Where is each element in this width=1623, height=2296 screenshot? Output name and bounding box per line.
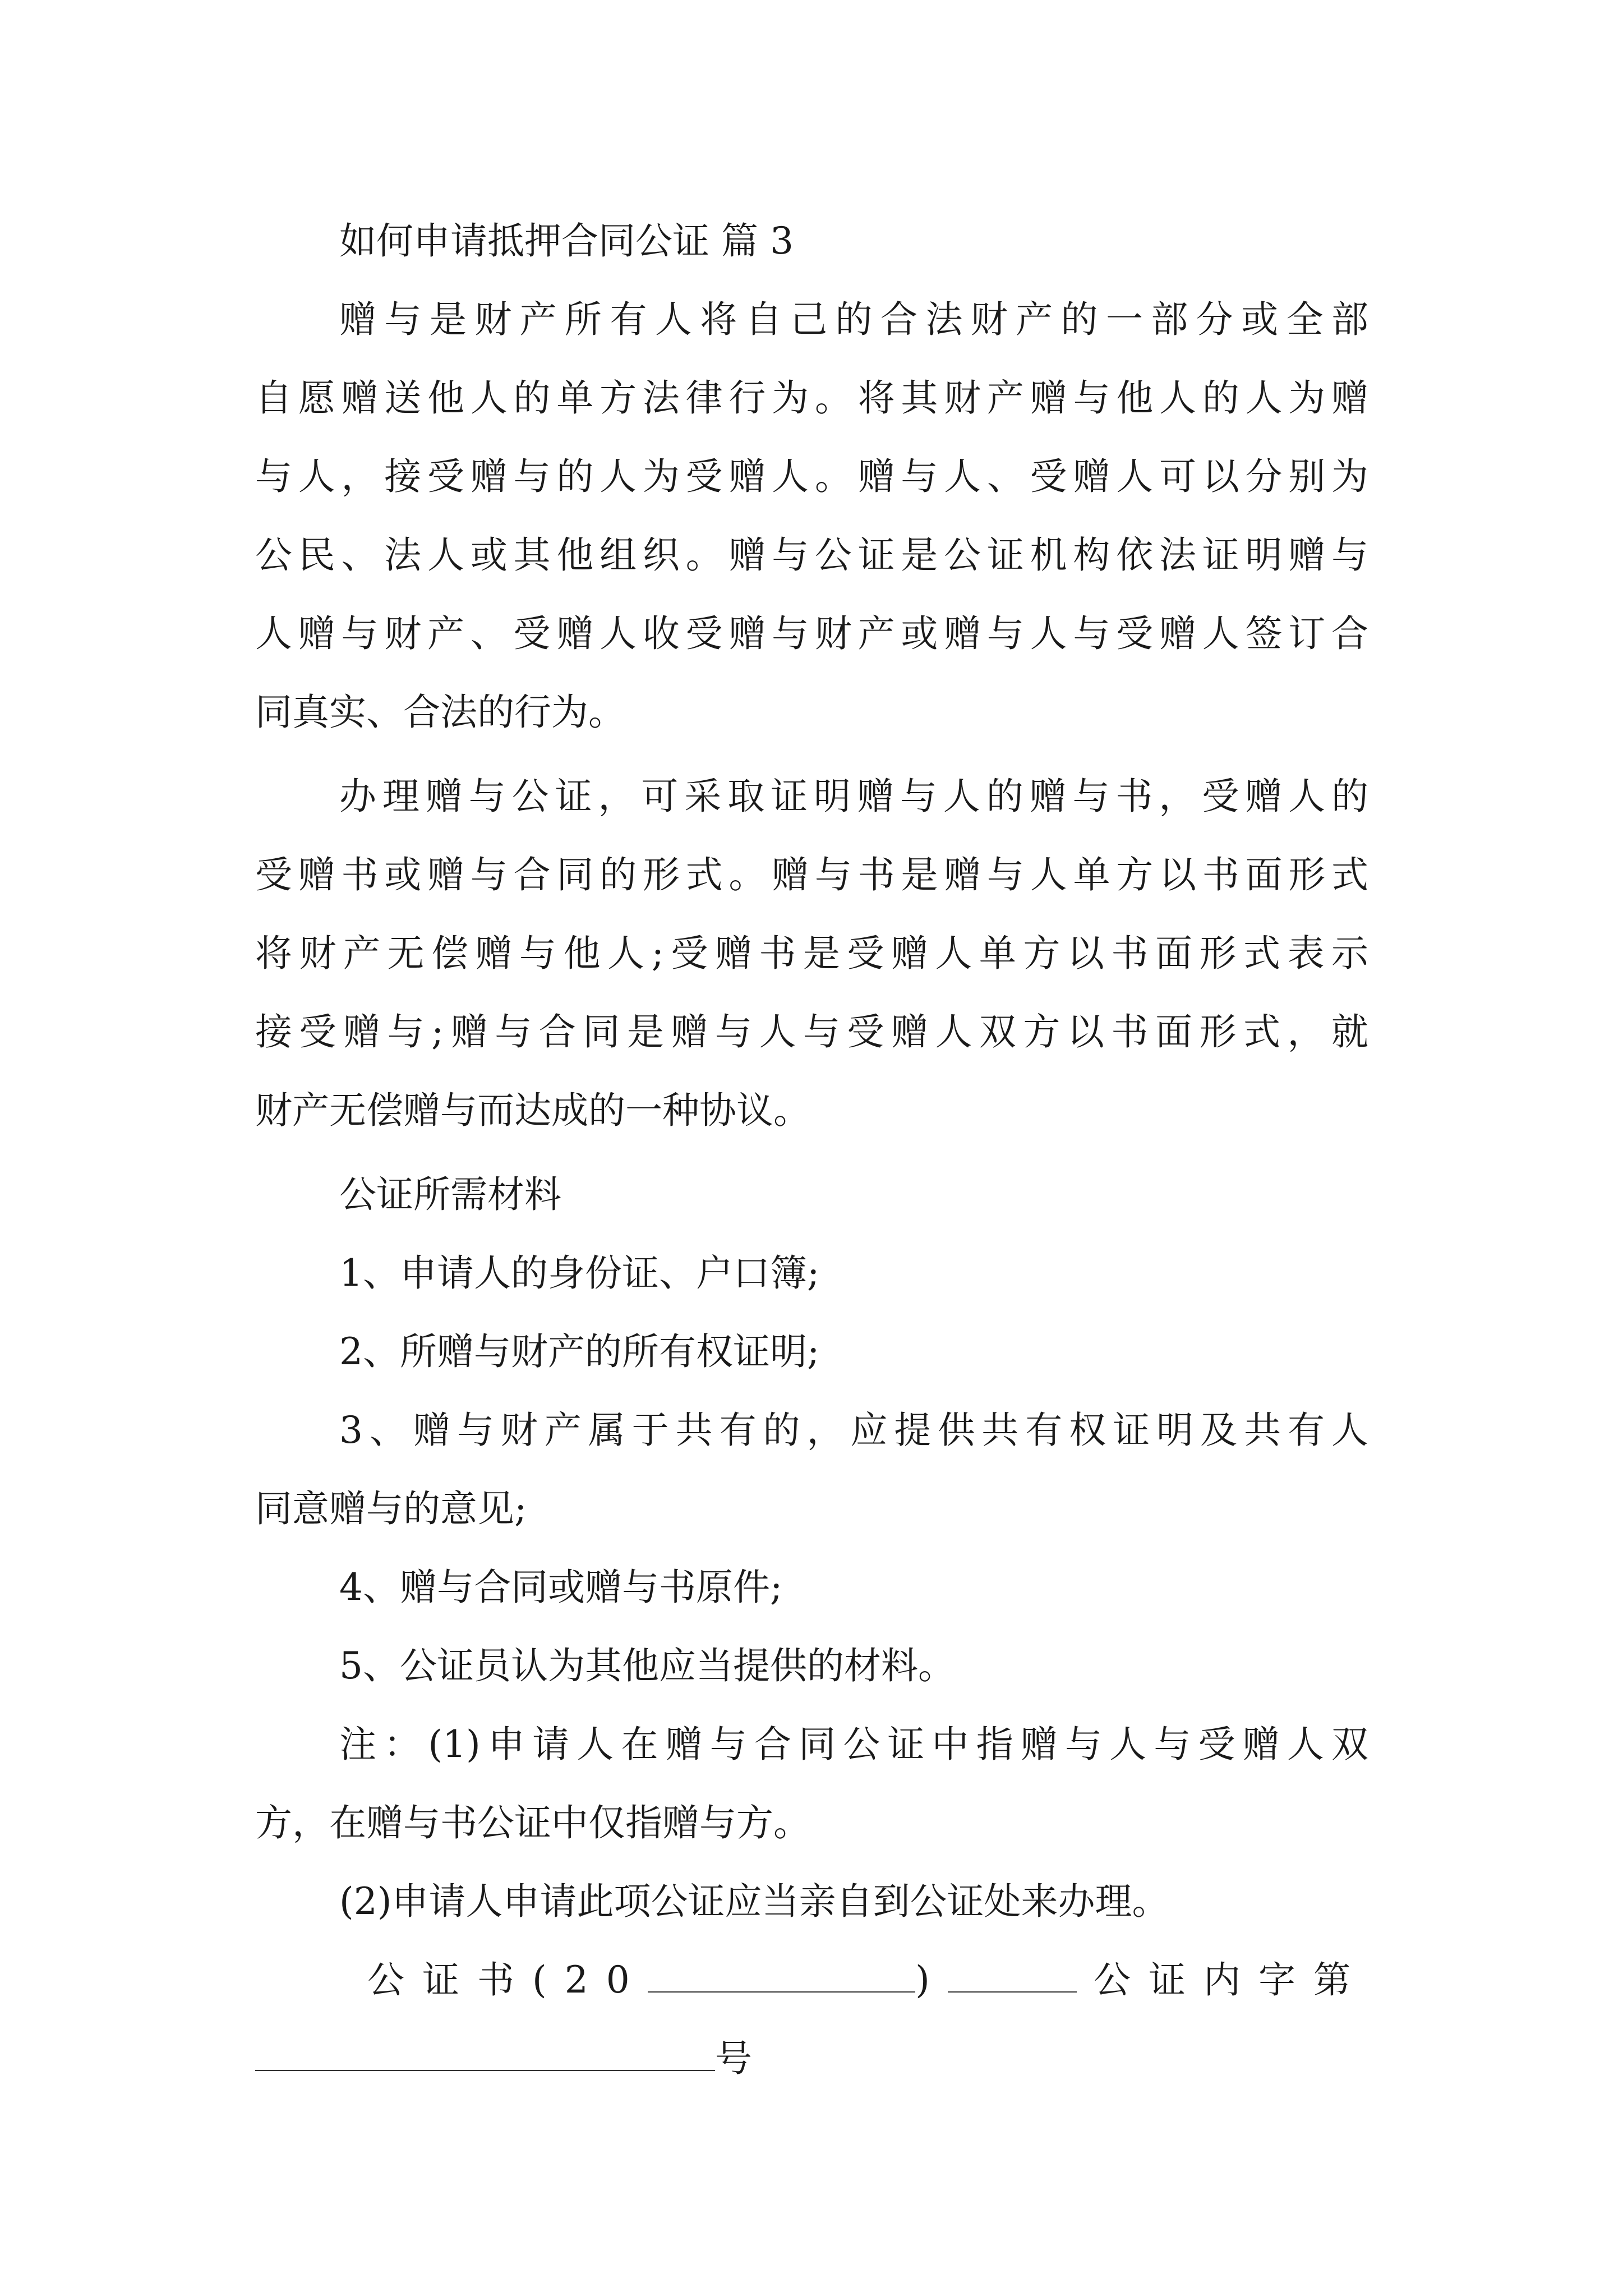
note-1-line-1: 注：(1)申请人在赠与合同公证中指赠与人与受赠人双	[339, 1723, 1368, 1766]
certificate-suffix: 号	[715, 2037, 752, 2080]
material-item-3-line-1: 3、赠与财产属于共有的，应提供共有权证明及共有人	[339, 1409, 1368, 1452]
material-item-2: 2、所赠与财产的所有权证明;	[339, 1330, 820, 1373]
paragraph-2-line-4: 接受赠与;赠与合同是赠与人与受赠人双方以书面形式，就	[255, 1010, 1368, 1053]
paragraph-1-line-1: 赠与是财产所有人将自己的合法财产的一部分或全部	[339, 298, 1368, 341]
region-blank	[948, 1960, 1077, 1993]
certificate-number-line-2	[255, 2019, 1368, 2098]
document-title: 如何申请抵押合同公证 篇 3	[339, 219, 794, 263]
paragraph-1-line-4: 公民、法人或其他组织。赠与公证是公证机构依法证明赠与	[255, 533, 1368, 577]
certificate-prefix: 公证书(20	[367, 1958, 648, 2001]
certificate-number-line	[255, 1941, 1368, 2019]
material-item-4: 4、赠与合同或赠与书原件;	[339, 1566, 783, 1609]
number-blank	[255, 2039, 715, 2071]
paragraph-1-line-5: 人赠与财产、受赠人收受赠与财产或赠与人与受赠人签订合	[255, 612, 1368, 655]
certificate-middle: 公证内字第	[1094, 1958, 1368, 2001]
paragraph-1-line-2: 自愿赠送他人的单方法律行为。将其财产赠与他人的人为赠	[255, 376, 1368, 420]
material-item-1: 1、申请人的身份证、户口簿;	[339, 1251, 820, 1295]
material-item-5: 5、公证员认为其他应当提供的材料。	[339, 1644, 955, 1687]
paragraph-2-line-1: 办理赠与公证，可采取证明赠与人的赠与书，受赠人的	[339, 775, 1368, 818]
document-page	[255, 202, 1368, 2098]
note-2: (2)申请人申请此项公证应当亲自到公证处来办理。	[339, 1880, 1169, 1923]
paragraph-1-line-3: 与人，接受赠与的人为受赠人。赠与人、受赠人可以分别为	[255, 455, 1368, 498]
paragraph-1-line-6: 同真实、合法的行为。	[255, 691, 625, 734]
certificate-close-paren: )	[915, 1958, 948, 2001]
material-item-3-line-2: 同意赠与的意见;	[255, 1487, 527, 1530]
note-1-line-2: 方，在赠与书公证中仅指赠与方。	[255, 1801, 810, 1844]
year-blank	[648, 1960, 915, 1993]
paragraph-2-line-3: 将财产无偿赠与他人;受赠书是受赠人单方以书面形式表示	[255, 932, 1368, 975]
paragraph-2-line-2: 受赠书或赠与合同的形式。赠与书是赠与人单方以书面形式	[255, 853, 1368, 896]
materials-heading: 公证所需材料	[339, 1173, 561, 1216]
paragraph-2-line-5: 财产无偿赠与而达成的一种协议。	[255, 1089, 810, 1132]
